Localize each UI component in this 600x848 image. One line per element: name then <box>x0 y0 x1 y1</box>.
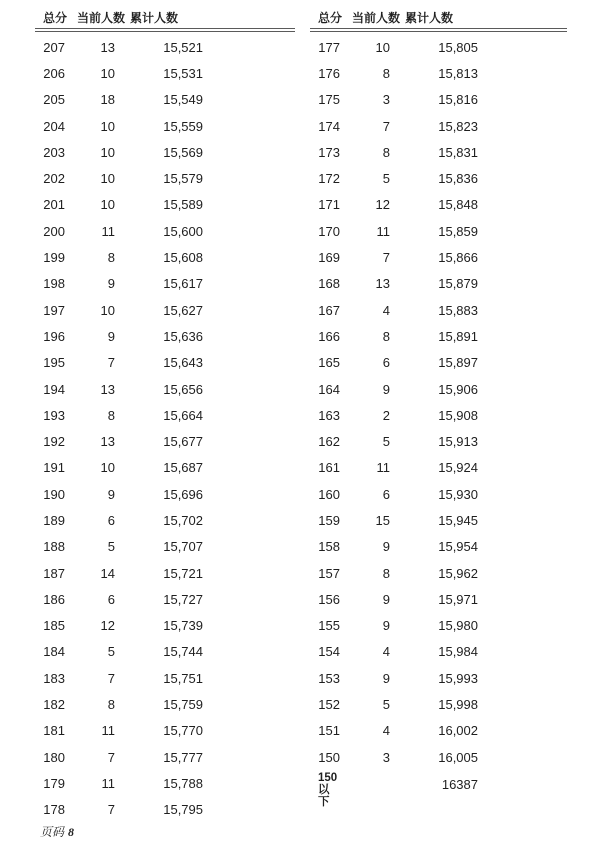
total-score-cell: 150 <box>318 749 340 765</box>
total-score-cell: 199 <box>43 250 65 266</box>
table-row <box>310 87 567 113</box>
table-row <box>310 691 567 717</box>
current-count-cell: 5 <box>107 644 115 660</box>
total-score-cell: 190 <box>43 486 65 502</box>
cumulative-count-cell: 15,777 <box>163 749 203 765</box>
cumulative-count-cell: 15,831 <box>438 144 478 160</box>
total-score-cell: 175 <box>318 92 340 108</box>
table-row <box>35 718 295 744</box>
table-row <box>310 481 567 507</box>
cumulative-count-cell: 15,848 <box>438 197 478 213</box>
table-row <box>310 639 567 665</box>
header-double-rule <box>310 28 567 32</box>
total-score-cell: 153 <box>318 670 340 686</box>
current-count-cell: 8 <box>382 144 390 160</box>
table-row <box>310 402 567 428</box>
cumulative-count-cell: 16387 <box>441 777 478 793</box>
cumulative-count-cell: 15,608 <box>163 250 203 266</box>
total-score-cell: 196 <box>43 328 65 344</box>
table-row <box>310 534 567 560</box>
current-count-cell: 10 <box>100 197 115 213</box>
total-score-cell: 173 <box>318 144 340 160</box>
current-count-cell: 9 <box>382 539 390 555</box>
table-row <box>35 244 295 270</box>
current-count-cell: 10 <box>100 171 115 187</box>
table-row <box>310 455 567 481</box>
cumulative-count-cell: 15,962 <box>438 565 478 581</box>
cumulative-count-cell: 15,906 <box>438 381 478 397</box>
table-row <box>35 770 295 796</box>
cumulative-count-cell: 16,005 <box>438 749 478 765</box>
total-score-cell: 170 <box>318 223 340 239</box>
current-count-cell: 10 <box>100 118 115 134</box>
current-count-cell: 10 <box>100 302 115 318</box>
current-count-cell: 6 <box>107 591 115 607</box>
total-score-cell: 162 <box>318 434 340 450</box>
score-table-right <box>310 8 567 808</box>
total-score-cell: 206 <box>43 65 65 81</box>
cumulative-count-cell: 15,643 <box>163 355 203 371</box>
cumulative-count-cell: 15,579 <box>163 171 203 187</box>
table-body <box>35 34 295 823</box>
total-score-cell: 164 <box>318 381 340 397</box>
cumulative-count-cell: 15,930 <box>438 486 478 502</box>
total-score-cell: 156 <box>318 591 340 607</box>
total-score-cell: 159 <box>318 512 340 528</box>
table-row <box>35 481 295 507</box>
current-count-cell: 4 <box>382 723 390 739</box>
page-footer <box>40 823 74 840</box>
current-count-cell: 8 <box>382 565 390 581</box>
cumulative-count-cell: 15,636 <box>163 328 203 344</box>
current-count-cell: 11 <box>101 723 115 739</box>
total-score-cell: 161 <box>318 460 340 476</box>
current-count-cell: 10 <box>375 39 390 55</box>
table-row <box>310 271 567 297</box>
table-row <box>35 534 295 560</box>
cumulative-count-cell: 15,707 <box>163 539 203 555</box>
current-count-cell: 3 <box>382 749 390 765</box>
current-count-cell: 7 <box>382 250 390 266</box>
table-row <box>310 139 567 165</box>
current-count-cell: 13 <box>100 39 115 55</box>
current-count-cell: 10 <box>100 460 115 476</box>
cumulative-count-cell: 15,924 <box>438 460 478 476</box>
total-score-cell: 186 <box>43 591 65 607</box>
current-count-cell: 8 <box>107 250 115 266</box>
cumulative-count-cell: 15,866 <box>438 250 478 266</box>
current-count-cell: 9 <box>107 276 115 292</box>
total-score-cell: 178 <box>43 802 65 818</box>
table-row <box>310 192 567 218</box>
current-count-cell: 9 <box>107 486 115 502</box>
table-row <box>310 613 567 639</box>
score-table-left <box>35 8 295 823</box>
total-score-cell: 180 <box>43 749 65 765</box>
table-row <box>310 507 567 533</box>
header-double-rule <box>35 28 295 32</box>
current-count-cell: 6 <box>107 512 115 528</box>
table-row <box>35 797 295 823</box>
cumulative-count-cell: 15,739 <box>163 618 203 634</box>
total-score-cell: 191 <box>43 460 65 476</box>
total-score-cell: 202 <box>43 171 65 187</box>
total-score-cell: 194 <box>43 381 65 397</box>
column-header-total-score: 总分 <box>318 11 343 25</box>
column-header-cumulative-count: 累计人数 <box>405 11 454 25</box>
current-count-cell: 13 <box>100 434 115 450</box>
cumulative-count-cell: 15,883 <box>438 302 478 318</box>
current-count-cell: 5 <box>382 434 390 450</box>
current-count-cell: 18 <box>100 92 115 108</box>
total-score-cell: 188 <box>43 539 65 555</box>
table-body <box>310 34 567 808</box>
table-row <box>310 350 567 376</box>
total-score-cell: 166 <box>318 328 340 344</box>
cumulative-count-cell: 15,696 <box>163 486 203 502</box>
cumulative-count-cell: 16,002 <box>438 723 478 739</box>
cumulative-count-cell: 15,805 <box>438 39 478 55</box>
table-row <box>310 60 567 86</box>
cumulative-count-cell: 15,816 <box>438 92 478 108</box>
cumulative-count-cell: 15,656 <box>163 381 203 397</box>
total-score-cell: 179 <box>43 775 65 791</box>
total-score-cell: 184 <box>43 644 65 660</box>
total-score-cell: 176 <box>318 65 340 81</box>
table-row <box>35 639 295 665</box>
total-score-cell: 151 <box>318 723 340 739</box>
total-score-cell: 207 <box>43 39 65 55</box>
current-count-cell: 11 <box>101 775 115 791</box>
current-count-cell: 7 <box>107 749 115 765</box>
cumulative-count-cell: 15,627 <box>163 302 203 318</box>
total-score-cell: 163 <box>318 407 340 423</box>
cumulative-count-cell: 15,702 <box>163 512 203 528</box>
cumulative-count-cell: 15,813 <box>438 65 478 81</box>
cumulative-count-cell: 15,569 <box>163 144 203 160</box>
cumulative-count-cell: 15,823 <box>438 118 478 134</box>
total-score-cell: 197 <box>43 302 65 318</box>
cumulative-count-cell: 15,980 <box>438 618 478 634</box>
column-header-total-score: 总分 <box>43 11 68 25</box>
table-row <box>35 87 295 113</box>
total-score-cell: 158 <box>318 539 340 555</box>
current-count-cell: 7 <box>107 355 115 371</box>
cumulative-count-cell: 15,727 <box>163 591 203 607</box>
total-score-cell: 187 <box>43 565 65 581</box>
column-header-current-count: 当前人数 <box>352 11 401 25</box>
current-count-cell: 7 <box>107 670 115 686</box>
current-count-cell: 2 <box>382 407 390 423</box>
current-count-cell: 8 <box>382 328 390 344</box>
total-score-cell: 165 <box>318 355 340 371</box>
current-count-cell: 4 <box>382 644 390 660</box>
current-count-cell: 13 <box>100 381 115 397</box>
current-count-cell: 4 <box>382 302 390 318</box>
table-row <box>310 376 567 402</box>
table-row <box>310 34 567 60</box>
table-row <box>310 113 567 139</box>
cumulative-count-cell: 15,993 <box>438 670 478 686</box>
table-row <box>35 34 295 60</box>
table-row <box>35 113 295 139</box>
table-row <box>35 744 295 770</box>
total-score-cell: 192 <box>43 434 65 450</box>
total-score-cell: 150以下 <box>318 772 338 809</box>
total-score-cell: 200 <box>43 223 65 239</box>
total-score-cell: 177 <box>318 39 340 55</box>
current-count-cell: 12 <box>100 618 115 634</box>
cumulative-count-cell: 15,751 <box>163 670 203 686</box>
column-header-cumulative-count: 累计人数 <box>130 11 179 25</box>
table-row <box>35 428 295 454</box>
current-count-cell: 9 <box>382 618 390 634</box>
current-count-cell: 5 <box>382 697 390 713</box>
cumulative-count-cell: 15,531 <box>163 65 203 81</box>
total-score-cell: 154 <box>318 644 340 660</box>
table-row <box>310 165 567 191</box>
table-row <box>35 507 295 533</box>
cumulative-count-cell: 15,998 <box>438 697 478 713</box>
current-count-cell: 5 <box>107 539 115 555</box>
table-row <box>310 297 567 323</box>
current-count-cell: 15 <box>375 512 390 528</box>
total-score-cell: 157 <box>318 565 340 581</box>
column-header-current-count: 当前人数 <box>77 11 126 25</box>
total-score-cell: 193 <box>43 407 65 423</box>
table-row <box>35 139 295 165</box>
cumulative-count-cell: 15,984 <box>438 644 478 660</box>
cumulative-count-cell: 15,687 <box>163 460 203 476</box>
cumulative-count-cell: 15,879 <box>438 276 478 292</box>
current-count-cell: 9 <box>107 328 115 344</box>
cumulative-count-cell: 15,770 <box>163 723 203 739</box>
table-row <box>35 665 295 691</box>
table-row <box>310 244 567 270</box>
table-row <box>310 560 567 586</box>
table-row <box>35 586 295 612</box>
total-score-cell: 174 <box>318 118 340 134</box>
current-count-cell: 10 <box>100 144 115 160</box>
cumulative-count-cell: 15,891 <box>438 328 478 344</box>
cumulative-count-cell: 15,897 <box>438 355 478 371</box>
current-count-cell: 6 <box>382 486 390 502</box>
cumulative-count-cell: 15,945 <box>438 512 478 528</box>
current-count-cell: 9 <box>382 381 390 397</box>
current-count-cell: 9 <box>382 591 390 607</box>
total-score-cell: 204 <box>43 118 65 134</box>
total-score-cell: 168 <box>318 276 340 292</box>
current-count-cell: 7 <box>107 802 115 818</box>
cumulative-count-cell: 15,971 <box>438 591 478 607</box>
table-row <box>35 165 295 191</box>
table-row-below-threshold <box>310 772 567 808</box>
total-score-cell: 203 <box>43 144 65 160</box>
total-score-cell: 205 <box>43 92 65 108</box>
current-count-cell: 9 <box>382 670 390 686</box>
total-score-cell: 181 <box>43 723 65 739</box>
current-count-cell: 8 <box>382 65 390 81</box>
table-row <box>310 586 567 612</box>
table-row <box>35 560 295 586</box>
page-number: 8 <box>68 825 75 839</box>
cumulative-count-cell: 15,795 <box>163 802 203 818</box>
page-footer-label: 页码 <box>40 825 65 839</box>
cumulative-count-cell: 15,759 <box>163 697 203 713</box>
table-row <box>35 455 295 481</box>
cumulative-count-cell: 15,677 <box>163 434 203 450</box>
table-row <box>310 665 567 691</box>
table-row <box>310 718 567 744</box>
table-row <box>310 323 567 349</box>
total-score-cell: 169 <box>318 250 340 266</box>
total-score-cell: 185 <box>43 618 65 634</box>
total-score-cell: 171 <box>318 197 340 213</box>
table-row <box>35 613 295 639</box>
table-row <box>310 218 567 244</box>
total-score-cell: 167 <box>318 302 340 318</box>
table-row <box>35 350 295 376</box>
current-count-cell: 8 <box>107 697 115 713</box>
table-row <box>35 297 295 323</box>
table-row <box>35 271 295 297</box>
total-score-cell: 198 <box>43 276 65 292</box>
cumulative-count-cell: 15,549 <box>163 92 203 108</box>
table-row <box>35 192 295 218</box>
table-row <box>310 744 567 770</box>
current-count-cell: 11 <box>376 460 390 476</box>
current-count-cell: 11 <box>376 223 390 239</box>
current-count-cell: 11 <box>101 223 115 239</box>
table-row <box>35 323 295 349</box>
table-row <box>35 376 295 402</box>
table-row <box>35 218 295 244</box>
cumulative-count-cell: 15,664 <box>163 407 203 423</box>
current-count-cell: 14 <box>100 565 115 581</box>
table-row <box>35 60 295 86</box>
cumulative-count-cell: 15,954 <box>438 539 478 555</box>
cumulative-count-cell: 15,913 <box>438 434 478 450</box>
cumulative-count-cell: 15,859 <box>438 223 478 239</box>
total-score-cell: 183 <box>43 670 65 686</box>
total-score-cell: 155 <box>318 618 340 634</box>
current-count-cell: 5 <box>382 171 390 187</box>
total-score-cell: 160 <box>318 486 340 502</box>
table-header-row <box>310 8 567 28</box>
current-count-cell: 8 <box>107 407 115 423</box>
cumulative-count-cell: 15,908 <box>438 407 478 423</box>
cumulative-count-cell: 15,836 <box>438 171 478 187</box>
current-count-cell: 7 <box>382 118 390 134</box>
current-count-cell: 13 <box>375 276 390 292</box>
table-row <box>35 691 295 717</box>
current-count-cell: 3 <box>382 92 390 108</box>
current-count-cell: 6 <box>382 355 390 371</box>
cumulative-count-cell: 15,559 <box>163 118 203 134</box>
cumulative-count-cell: 15,521 <box>163 39 203 55</box>
cumulative-count-cell: 15,589 <box>163 197 203 213</box>
current-count-cell: 12 <box>375 197 390 213</box>
current-count-cell: 10 <box>100 65 115 81</box>
cumulative-count-cell: 15,721 <box>163 565 203 581</box>
total-score-cell: 182 <box>43 697 65 713</box>
cumulative-count-cell: 15,744 <box>163 644 203 660</box>
total-score-cell: 172 <box>318 171 340 187</box>
cumulative-count-cell: 15,788 <box>163 775 203 791</box>
cumulative-count-cell: 15,600 <box>163 223 203 239</box>
table-row <box>35 402 295 428</box>
total-score-cell: 201 <box>43 197 65 213</box>
cumulative-count-cell: 15,617 <box>163 276 203 292</box>
total-score-cell: 195 <box>43 355 65 371</box>
table-header-row <box>35 8 295 28</box>
total-score-cell: 189 <box>43 512 65 528</box>
total-score-cell: 152 <box>318 697 340 713</box>
table-row <box>310 428 567 454</box>
